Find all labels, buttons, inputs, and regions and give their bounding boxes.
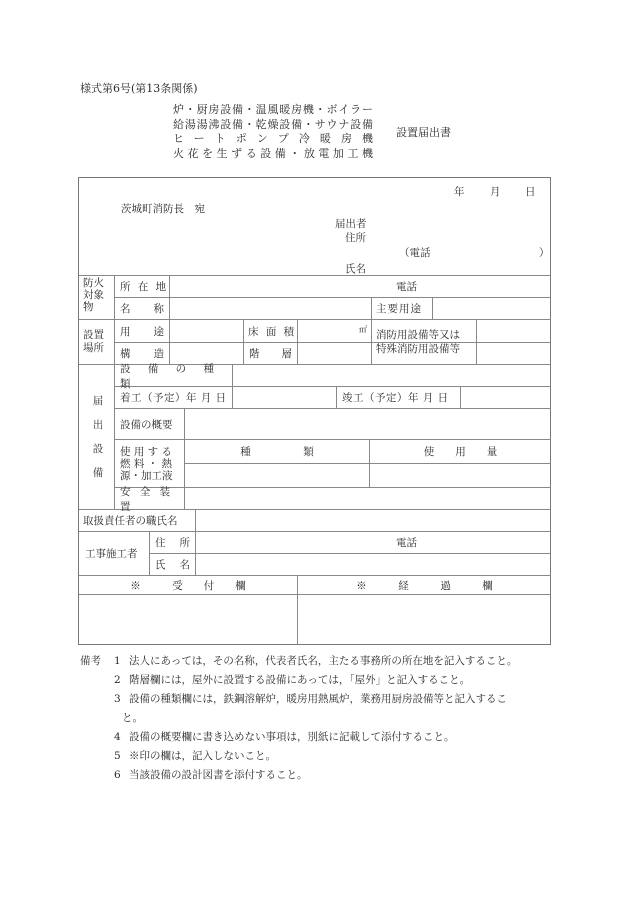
fire-target-group-label: 防火 対象 物 — [83, 277, 104, 313]
location-label: 所 在 地 — [120, 281, 169, 293]
install-place-group-label: 設置 場所 — [83, 329, 104, 354]
location-field[interactable] — [170, 276, 551, 297]
applicant-phone-open: （電話 — [399, 247, 431, 259]
note-text: 階層欄には，屋外に設置する設備にあっては，「屋外」と記入すること。 — [129, 674, 471, 686]
fuel-amount-header: 使 用 量 — [423, 446, 498, 458]
floor-area-field[interactable]: ㎡ — [359, 325, 367, 334]
floor-area-label: 床 面 積 — [248, 325, 297, 338]
note-num: 6 — [114, 769, 121, 781]
note-text-continued: と。 — [122, 712, 143, 724]
title-line-4: 火花を生ずる設備・放電加工機 — [173, 146, 373, 160]
note-num: 5 — [114, 750, 121, 762]
main-use-field[interactable] — [433, 298, 551, 319]
name-field[interactable] — [170, 298, 371, 319]
note-num: 2 — [114, 674, 121, 686]
applicant-address-label: 住所 — [345, 232, 366, 244]
note-text: 設備の概要欄に書き込めない事項は，別紙に記載して添付すること。 — [129, 731, 455, 743]
fuel-label: 使 用 す る 燃 料 ・ 熱 源・加工液 — [120, 445, 173, 482]
contractor-address-label: 住 所 — [155, 537, 190, 549]
title-line-2: 給湯湯沸設備・乾燥設備・サウナ設備 — [173, 117, 373, 131]
contractor-label: 工事施工者 — [85, 548, 138, 560]
form-number: 様式第6号(第13条関係) — [80, 82, 198, 95]
main-use-label: 主要用途 — [376, 303, 422, 315]
title-line-3: ヒートポンプ冷暖房機 — [173, 132, 373, 145]
contractor-address-field[interactable] — [196, 532, 551, 553]
progress-header: ※ 経 過 欄 — [356, 579, 493, 592]
applicant-label: 届出者 — [335, 218, 367, 230]
overview-label: 設備の概要 — [120, 418, 173, 431]
form-table — [78, 177, 551, 645]
title-line-1: 炉・厨房設備・温風暖房機・ボイラー — [173, 103, 373, 116]
start-date-field[interactable] — [233, 387, 336, 408]
safety-field[interactable] — [185, 488, 551, 509]
notes-label: 備考 — [80, 655, 101, 667]
floor-label: 階 層 — [249, 348, 292, 360]
note-text: ※印の欄は，記入しないこと。 — [129, 750, 276, 762]
progress-field — [298, 595, 551, 645]
contractor-name-field[interactable] — [196, 554, 551, 575]
fire-equipment-label: 消防用設備等又は 特殊消防用設備等 — [376, 329, 460, 355]
applicant-phone-close: ） — [539, 247, 550, 259]
date-day-label: 日 — [525, 186, 536, 198]
fire-equipment-field[interactable] — [477, 320, 551, 364]
fuel-kind-field[interactable] — [185, 464, 369, 487]
use-field[interactable] — [170, 320, 243, 342]
form-title: 設置届出書 — [396, 126, 451, 139]
floor-field[interactable] — [298, 343, 371, 364]
contractor-phone-label: 電話 — [396, 537, 417, 549]
fuel-amount-field[interactable] — [370, 464, 551, 487]
manager-label: 取扱責任者の職氏名 — [83, 515, 178, 527]
start-date-label: 着工（予定）年 月 日 — [120, 392, 227, 404]
note-num: 1 — [114, 655, 121, 667]
addressee: 茨城町消防長 宛 — [121, 203, 205, 215]
equipment-type-field[interactable] — [233, 365, 551, 386]
equipment-group-label: 届 出 設 備 — [92, 395, 104, 479]
safety-label: 安 全 装 置 — [120, 485, 174, 513]
equipment-type-label: 設 備 の 種 類 — [120, 362, 222, 390]
reception-field — [79, 595, 297, 645]
contractor-name-label: 氏 名 — [155, 559, 190, 571]
date-month-label: 月 — [490, 186, 501, 198]
note-text: 設備の種類欄には，鉄鋼溶解炉，暖房用熱風炉，業務用厨房設備等と記入するこ — [129, 693, 507, 705]
title-block — [173, 103, 373, 161]
use-label: 用 途 — [120, 325, 164, 338]
note-num: 3 — [114, 693, 121, 705]
completion-date-field[interactable] — [461, 387, 551, 408]
date-year-label: 年 — [454, 186, 465, 198]
location-phone-label: 電話 — [396, 281, 417, 293]
completion-date-label: 竣工（予定）年 月 日 — [342, 392, 449, 404]
note-num: 4 — [114, 731, 121, 743]
note-text: 法人にあっては，その名称，代表者氏名，主たる事務所の所在地を記入すること。 — [129, 655, 518, 667]
manager-field[interactable] — [196, 510, 551, 531]
applicant-info-field[interactable] — [379, 214, 539, 274]
note-text: 当該設備の設計図書を添付すること。 — [129, 769, 308, 781]
applicant-name-label: 氏名 — [345, 263, 366, 275]
name-label: 名 称 — [120, 303, 164, 315]
fuel-kind-header: 種 類 — [240, 446, 314, 458]
overview-field[interactable] — [185, 409, 551, 439]
structure-label: 構 造 — [120, 348, 164, 360]
reception-header: ※ 受 付 欄 — [130, 579, 246, 592]
